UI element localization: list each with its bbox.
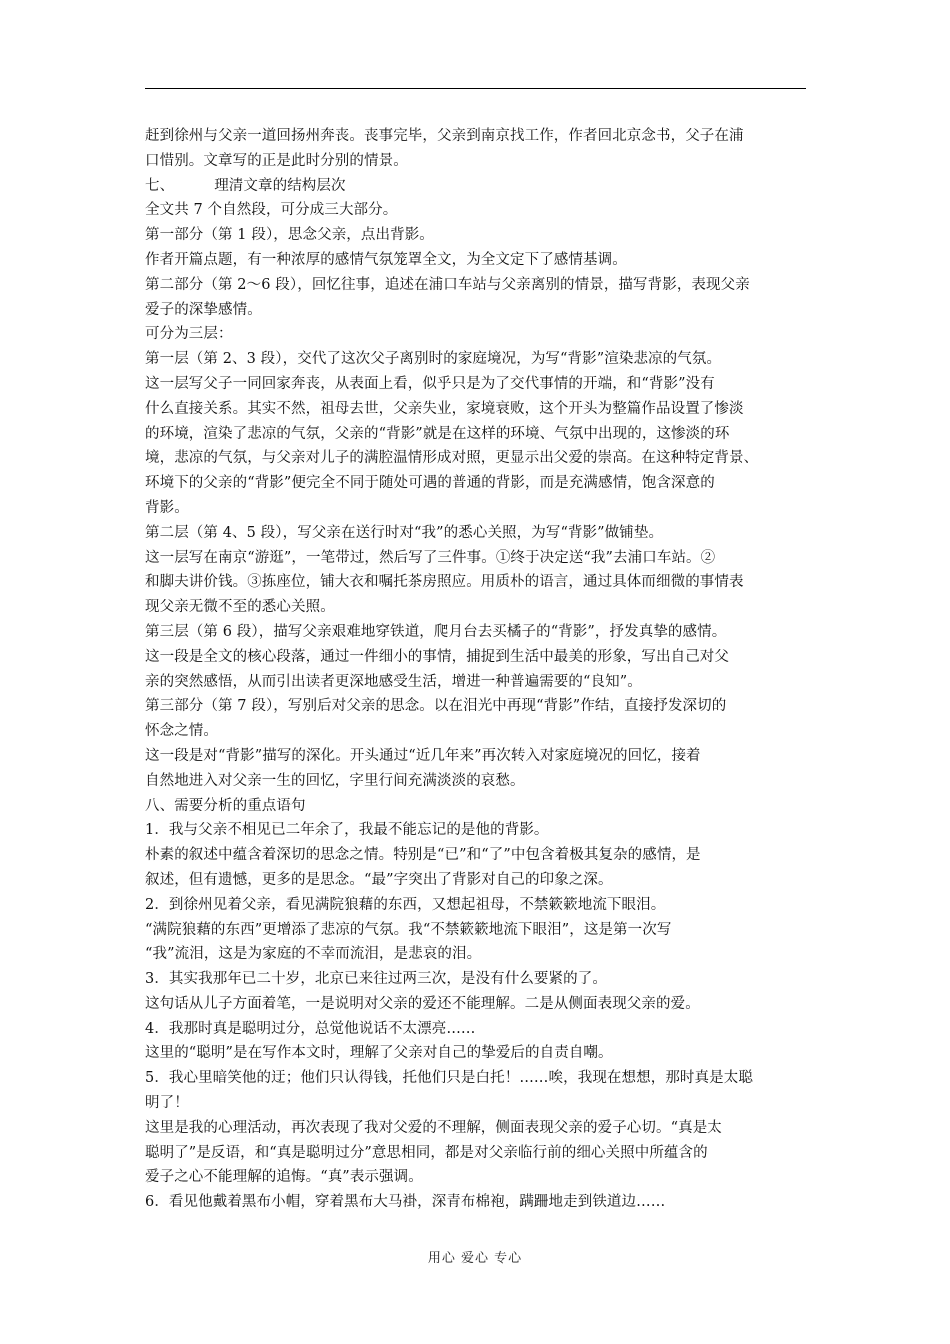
text-line: 境，悲凉的气氛，与父亲对儿子的满腔温情形成对照，更显示出父爱的崇高。在这种特定背景、 xyxy=(145,450,759,467)
section-heading: 八、需要分析的重点语句 xyxy=(145,797,306,814)
text-line: 第三部分（第 7 段），写别后对父亲的思念。以在泪光中再现“背影”作结，直接抒发深切的 xyxy=(145,698,727,715)
text-line: 第三层（第 6 段），描写父亲艰难地穿铁道，爬月台去买橘子的“背影”，抒发真挚的感情。 xyxy=(145,623,727,640)
text-line: 怀念之情。 xyxy=(145,723,218,740)
text-line: 的环境，渲染了悲凉的气氛，父亲的“背影”就是在这样的环境、气氛中出现的，这惨淡的环 xyxy=(145,425,730,442)
header-rule xyxy=(145,88,806,89)
text-line: 全文共 7 个自然段，可分成三大部分。 xyxy=(145,202,398,219)
text-line: 第二部分（第 2～6 段），回忆往事，追述在浦口车站与父亲离别的情景，描写背影，表现父亲 xyxy=(145,276,750,293)
text-line: 这里是我的心理活动，再次表现了我对父爱的不理解，侧面表现父亲的爱子心切。“真是太 xyxy=(145,1119,722,1136)
text-line: 亲的突然感悟，从而引出读者更深地感受生活，增进一种普遍需要的“良知”。 xyxy=(145,673,642,690)
section-heading xyxy=(145,174,810,199)
text-line: 作者开篇点题，有一种浓厚的感情气氛笼罩全文，为全文定下了感情基调。 xyxy=(145,251,627,268)
document-body xyxy=(145,124,810,1215)
text-line: 背影。 xyxy=(145,499,189,516)
text-line: 2．到徐州见着父亲，看见满院狼藉的东西，又想起祖母，不禁簌簌地流下眼泪。 xyxy=(145,896,666,913)
text-line: 爱子的深挚感情。 xyxy=(145,301,262,318)
section-number: 七、 xyxy=(145,177,175,194)
text-line: 聪明了”是反语，和“真是聪明过分”意思相同，都是对父亲临行前的细心关照中所蕴含的 xyxy=(145,1144,708,1161)
text-line: 这里的“聪明”是在写作本文时，理解了父亲对自己的挚爱后的自责自嘲。 xyxy=(145,1045,613,1062)
text-line: 5．我心里暗笑他的迂；他们只认得钱，托他们只是白托！……唉，我现在想想，那时真是太聪 xyxy=(145,1070,753,1087)
text-line: 明了！ xyxy=(145,1095,189,1112)
page-footer: 用心 爱心 专心 xyxy=(427,1251,523,1266)
text-line: 叙述，但有遗憾，更多的是思念。“最”字突出了背影对自己的印象之深。 xyxy=(145,871,613,888)
text-line: 这一层写父子一同回家奔丧，从表面上看，似乎只是为了交代事情的开端，和“背影”没有 xyxy=(145,375,715,392)
text-line: 朴素的叙述中蕴含着深切的思念之情。特别是“已”和“了”中包含着极其复杂的感情，是 xyxy=(145,847,701,864)
text-line: “满院狼藉的东西”更增添了悲凉的气氛。我“不禁簌簌地流下眼泪”，这是第一次写 xyxy=(145,921,672,938)
text-line: 环境下的父亲的“背影”便完全不同于随处可遇的普通的背影，而是充满感情，饱含深意的 xyxy=(145,475,715,492)
text-line: 爱子之心不能理解的追悔。“真”表示强调。 xyxy=(145,1169,423,1186)
text-line: 口惜别。文章写的正是此时分别的情景。 xyxy=(145,152,408,169)
text-line: 这一段是对“背影”描写的深化。开头通过“近几年来”再次转入对家庭境况的回忆，接着 xyxy=(145,747,701,764)
text-line: 和脚夫讲价钱。③拣座位，铺大衣和嘱托茶房照应。用质朴的语言，通过具体而细微的事情表 xyxy=(145,574,744,591)
section-title: 理清文章的结构层次 xyxy=(214,177,346,194)
text-line: 自然地进入对父亲一生的回忆，字里行间充满淡淡的哀愁。 xyxy=(145,772,525,789)
text-line: 第一层（第 2、3 段），交代了这次父子离别时的家庭境况，为写“背影”渲染悲凉的气氛。 xyxy=(145,351,722,368)
text-line: “我”流泪，这是为家庭的不幸而流泪，是悲哀的泪。 xyxy=(145,946,482,963)
text-line: 6．看见他戴着黑布小帽，穿着黑布大马褂，深青布棉袍，蹒跚地走到铁道边…… xyxy=(145,1194,666,1211)
text-line: 可分为三层： xyxy=(145,326,233,343)
text-line: 这一段是全文的核心段落，通过一件细小的事情，捕捉到生活中最美的形象，写出自己对父 xyxy=(145,648,729,665)
text-line: 现父亲无微不至的悉心关照。 xyxy=(145,599,335,616)
text-line: 4．我那时真是聪明过分，总觉他说话不太漂亮…… xyxy=(145,1020,476,1037)
text-line: 3．其实我那年已二十岁，北京已来往过两三次，是没有什么要紧的了。 xyxy=(145,971,607,988)
text-line: 这句话从儿子方面着笔，一是说明对父亲的爱还不能理解。二是从侧面表现父亲的爱。 xyxy=(145,995,700,1012)
text-line: 什么直接关系。其实不然，祖母去世，父亲失业，家境衰败，这个开头为整篇作品设置了惨淡 xyxy=(145,400,744,417)
text-line: 这一层写在南京“游逛”，一笔带过，然后写了三件事。①终于决定送“我”去浦口车站。② xyxy=(145,549,716,566)
text-line: 第一部分（第 1 段），思念父亲，点出背影。 xyxy=(145,227,434,244)
text-line: 1．我与父亲不相见已二年余了，我最不能忘记的是他的背影。 xyxy=(145,822,549,839)
text-line: 第二层（第 4、5 段），写父亲在送行时对“我”的悉心关照，为写“背影”做铺垫。 xyxy=(145,524,664,541)
text-line: 赶到徐州与父亲一道回扬州奔丧。丧事完毕，父亲到南京找工作，作者回北京念书，父子在浦 xyxy=(145,128,744,144)
